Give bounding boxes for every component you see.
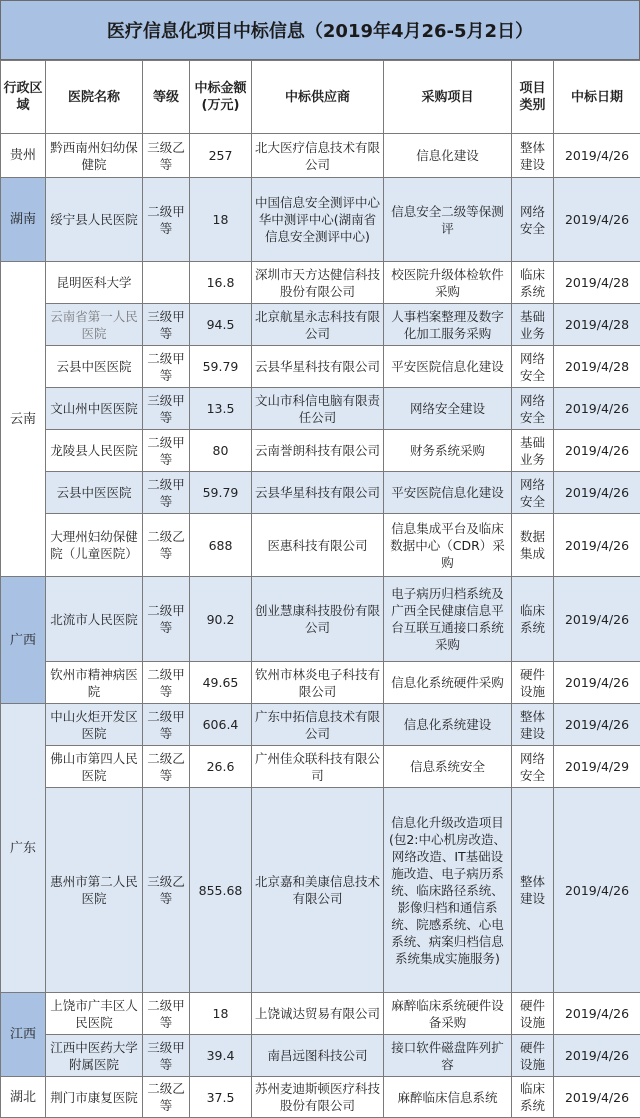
amount-cell: 39.4 bbox=[190, 1035, 252, 1077]
level-cell: 二级甲等 bbox=[143, 346, 190, 388]
table-row bbox=[1, 178, 640, 262]
level-cell: 二级甲等 bbox=[143, 704, 190, 746]
amount-cell: 59.79 bbox=[190, 346, 252, 388]
table-row bbox=[1, 346, 640, 388]
level-cell bbox=[143, 262, 190, 304]
date-cell: 2019/4/26 bbox=[554, 662, 640, 704]
project-cell: 人事档案整理及数字化加工服务采购 bbox=[384, 304, 512, 346]
amount-cell: 688 bbox=[190, 514, 252, 577]
project-cell: 信息化系统建设 bbox=[384, 704, 512, 746]
amount-cell: 59.79 bbox=[190, 472, 252, 514]
category-cell: 硬件设施 bbox=[512, 1035, 554, 1077]
date-cell: 2019/4/26 bbox=[554, 993, 640, 1035]
supplier-cell: 深圳市天方达健信科技股份有限公司 bbox=[252, 262, 384, 304]
table-row bbox=[1, 1077, 640, 1118]
hospital-cell: 黔西南州妇幼保健院 bbox=[46, 134, 143, 178]
table-row bbox=[1, 746, 640, 788]
hospital-cell: 绥宁县人民医院 bbox=[46, 178, 143, 262]
date-cell: 2019/4/26 bbox=[554, 1077, 640, 1118]
level-cell: 二级甲等 bbox=[143, 662, 190, 704]
supplier-cell: 钦州市林炎电子科技有限公司 bbox=[252, 662, 384, 704]
table-row bbox=[1, 704, 640, 746]
project-cell: 电子病历归档系统及广西全民健康信息平台互联互通接口系统采购 bbox=[384, 577, 512, 662]
date-cell: 2019/4/29 bbox=[554, 746, 640, 788]
amount-cell: 18 bbox=[190, 178, 252, 262]
supplier-cell: 南昌远图科技公司 bbox=[252, 1035, 384, 1077]
date-cell: 2019/4/26 bbox=[554, 430, 640, 472]
hospital-cell: 钦州市精神病医院 bbox=[46, 662, 143, 704]
amount-cell: 18 bbox=[190, 993, 252, 1035]
amount-cell: 606.4 bbox=[190, 704, 252, 746]
header-region: 行政区域 bbox=[1, 61, 46, 134]
supplier-cell: 北京航星永志科技有限公司 bbox=[252, 304, 384, 346]
hospital-cell: 上饶市广丰区人民医院 bbox=[46, 993, 143, 1035]
date-cell: 2019/4/26 bbox=[554, 1035, 640, 1077]
hospital-cell: 云县中医医院 bbox=[46, 472, 143, 514]
header-date: 中标日期 bbox=[554, 61, 640, 134]
project-cell: 信息系统安全 bbox=[384, 746, 512, 788]
table-row bbox=[1, 262, 640, 304]
category-cell: 网络安全 bbox=[512, 746, 554, 788]
table-row bbox=[1, 788, 640, 993]
table-row bbox=[1, 472, 640, 514]
level-cell: 三级甲等 bbox=[143, 1035, 190, 1077]
level-cell: 二级乙等 bbox=[143, 1077, 190, 1118]
amount-cell: 90.2 bbox=[190, 577, 252, 662]
project-cell: 信息化建设 bbox=[384, 134, 512, 178]
header-supplier: 中标供应商 bbox=[252, 61, 384, 134]
category-cell: 数据集成 bbox=[512, 514, 554, 577]
table-row bbox=[1, 304, 640, 346]
level-cell: 二级乙等 bbox=[143, 746, 190, 788]
hospital-cell: 云南省第一人民医院 bbox=[46, 304, 143, 346]
region-cell: 湖北 bbox=[1, 1077, 46, 1118]
supplier-cell: 云县华星科技有限公司 bbox=[252, 472, 384, 514]
date-cell: 2019/4/26 bbox=[554, 134, 640, 178]
level-cell: 二级乙等 bbox=[143, 514, 190, 577]
category-cell: 临床系统 bbox=[512, 262, 554, 304]
table-row bbox=[1, 430, 640, 472]
amount-cell: 49.65 bbox=[190, 662, 252, 704]
bid-table bbox=[0, 60, 640, 1118]
date-cell: 2019/4/26 bbox=[554, 388, 640, 430]
category-cell: 硬件设施 bbox=[512, 993, 554, 1035]
amount-cell: 257 bbox=[190, 134, 252, 178]
region-cell: 贵州 bbox=[1, 134, 46, 178]
supplier-cell: 北京嘉和美康信息技术有限公司 bbox=[252, 788, 384, 993]
category-cell: 整体建设 bbox=[512, 704, 554, 746]
amount-cell: 26.6 bbox=[190, 746, 252, 788]
table-row bbox=[1, 993, 640, 1035]
region-cell: 江西 bbox=[1, 993, 46, 1077]
category-cell: 网络安全 bbox=[512, 178, 554, 262]
project-cell: 接口软件磁盘阵列扩容 bbox=[384, 1035, 512, 1077]
amount-cell: 80 bbox=[190, 430, 252, 472]
level-cell: 三级甲等 bbox=[143, 388, 190, 430]
hospital-cell: 江西中医药大学附属医院 bbox=[46, 1035, 143, 1077]
table-row bbox=[1, 1035, 640, 1077]
supplier-cell: 广州佳众联科技有限公司 bbox=[252, 746, 384, 788]
supplier-cell: 苏州麦迪斯顿医疗科技股份有限公司 bbox=[252, 1077, 384, 1118]
amount-cell: 13.5 bbox=[190, 388, 252, 430]
supplier-cell: 创业慧康科技股份有限公司 bbox=[252, 577, 384, 662]
amount-cell: 855.68 bbox=[190, 788, 252, 993]
project-cell: 麻醉临床信息系统 bbox=[384, 1077, 512, 1118]
date-cell: 2019/4/26 bbox=[554, 514, 640, 577]
header-row bbox=[1, 61, 640, 134]
supplier-cell: 医惠科技有限公司 bbox=[252, 514, 384, 577]
header-amount: 中标金额(万元) bbox=[190, 61, 252, 134]
supplier-cell: 中国信息安全测评中心华中测评中心(湖南省信息安全测评中心) bbox=[252, 178, 384, 262]
project-cell: 网络安全建设 bbox=[384, 388, 512, 430]
category-cell: 整体建设 bbox=[512, 134, 554, 178]
date-cell: 2019/4/26 bbox=[554, 577, 640, 662]
date-cell: 2019/4/28 bbox=[554, 304, 640, 346]
hospital-cell: 龙陵县人民医院 bbox=[46, 430, 143, 472]
region-cell: 广西 bbox=[1, 577, 46, 704]
region-cell: 云南 bbox=[1, 262, 46, 577]
header-category: 项目类别 bbox=[512, 61, 554, 134]
header-level: 等级 bbox=[143, 61, 190, 134]
category-cell: 网络安全 bbox=[512, 346, 554, 388]
category-cell: 网络安全 bbox=[512, 472, 554, 514]
hospital-cell: 云县中医医院 bbox=[46, 346, 143, 388]
amount-cell: 37.5 bbox=[190, 1077, 252, 1118]
amount-cell: 16.8 bbox=[190, 262, 252, 304]
hospital-cell: 文山州中医医院 bbox=[46, 388, 143, 430]
project-cell: 信息化升级改造项目(包2:中心机房改造、网络改造、IT基础设施改造、电子病历系统、临床路径系统、影像归档和通信系统、院感系统、心电系统、病案归档信息系统集成实施服务) bbox=[384, 788, 512, 993]
project-cell: 平安医院信息化建设 bbox=[384, 472, 512, 514]
date-cell: 2019/4/28 bbox=[554, 262, 640, 304]
category-cell: 基础业务 bbox=[512, 304, 554, 346]
date-cell: 2019/4/26 bbox=[554, 788, 640, 993]
supplier-cell: 云县华星科技有限公司 bbox=[252, 346, 384, 388]
region-cell: 湖南 bbox=[1, 178, 46, 262]
level-cell: 三级乙等 bbox=[143, 134, 190, 178]
level-cell: 二级甲等 bbox=[143, 430, 190, 472]
region-cell: 广东 bbox=[1, 704, 46, 993]
supplier-cell: 文山市科信电脑有限责任公司 bbox=[252, 388, 384, 430]
category-cell: 整体建设 bbox=[512, 788, 554, 993]
project-cell: 信息安全二级等保测评 bbox=[384, 178, 512, 262]
project-cell: 麻醉临床系统硬件设备采购 bbox=[384, 993, 512, 1035]
hospital-cell: 大理州妇幼保健院（儿童医院） bbox=[46, 514, 143, 577]
category-cell: 临床系统 bbox=[512, 1077, 554, 1118]
supplier-cell: 上饶诚达贸易有限公司 bbox=[252, 993, 384, 1035]
level-cell: 二级甲等 bbox=[143, 577, 190, 662]
level-cell: 二级甲等 bbox=[143, 178, 190, 262]
category-cell: 硬件设施 bbox=[512, 662, 554, 704]
page-title: 医疗信息化项目中标信息（2019年4月26-5月2日） bbox=[0, 0, 640, 60]
project-cell: 财务系统采购 bbox=[384, 430, 512, 472]
date-cell: 2019/4/26 bbox=[554, 178, 640, 262]
date-cell: 2019/4/26 bbox=[554, 704, 640, 746]
table-row bbox=[1, 662, 640, 704]
hospital-cell: 昆明医科大学 bbox=[46, 262, 143, 304]
project-cell: 信息集成平台及临床数据中心（CDR）采购 bbox=[384, 514, 512, 577]
hospital-cell: 惠州市第二人民医院 bbox=[46, 788, 143, 993]
supplier-cell: 北大医疗信息技术有限公司 bbox=[252, 134, 384, 178]
hospital-cell: 北流市人民医院 bbox=[46, 577, 143, 662]
category-cell: 基础业务 bbox=[512, 430, 554, 472]
table-row bbox=[1, 577, 640, 662]
level-cell: 二级甲等 bbox=[143, 472, 190, 514]
table-row bbox=[1, 514, 640, 577]
level-cell: 三级乙等 bbox=[143, 788, 190, 993]
category-cell: 临床系统 bbox=[512, 577, 554, 662]
hospital-cell: 中山火炬开发区医院 bbox=[46, 704, 143, 746]
table-row bbox=[1, 388, 640, 430]
project-cell: 信息化系统硬件采购 bbox=[384, 662, 512, 704]
date-cell: 2019/4/26 bbox=[554, 472, 640, 514]
project-cell: 平安医院信息化建设 bbox=[384, 346, 512, 388]
hospital-cell: 佛山市第四人民医院 bbox=[46, 746, 143, 788]
supplier-cell: 广东中拓信息技术有限公司 bbox=[252, 704, 384, 746]
project-cell: 校医院升级体检软件采购 bbox=[384, 262, 512, 304]
supplier-cell: 云南誉朗科技有限公司 bbox=[252, 430, 384, 472]
header-project: 采购项目 bbox=[384, 61, 512, 134]
amount-cell: 94.5 bbox=[190, 304, 252, 346]
table-row bbox=[1, 134, 640, 178]
category-cell: 网络安全 bbox=[512, 388, 554, 430]
level-cell: 二级甲等 bbox=[143, 993, 190, 1035]
header-hospital: 医院名称 bbox=[46, 61, 143, 134]
date-cell: 2019/4/28 bbox=[554, 346, 640, 388]
hospital-cell: 荆门市康复医院 bbox=[46, 1077, 143, 1118]
level-cell: 三级甲等 bbox=[143, 304, 190, 346]
